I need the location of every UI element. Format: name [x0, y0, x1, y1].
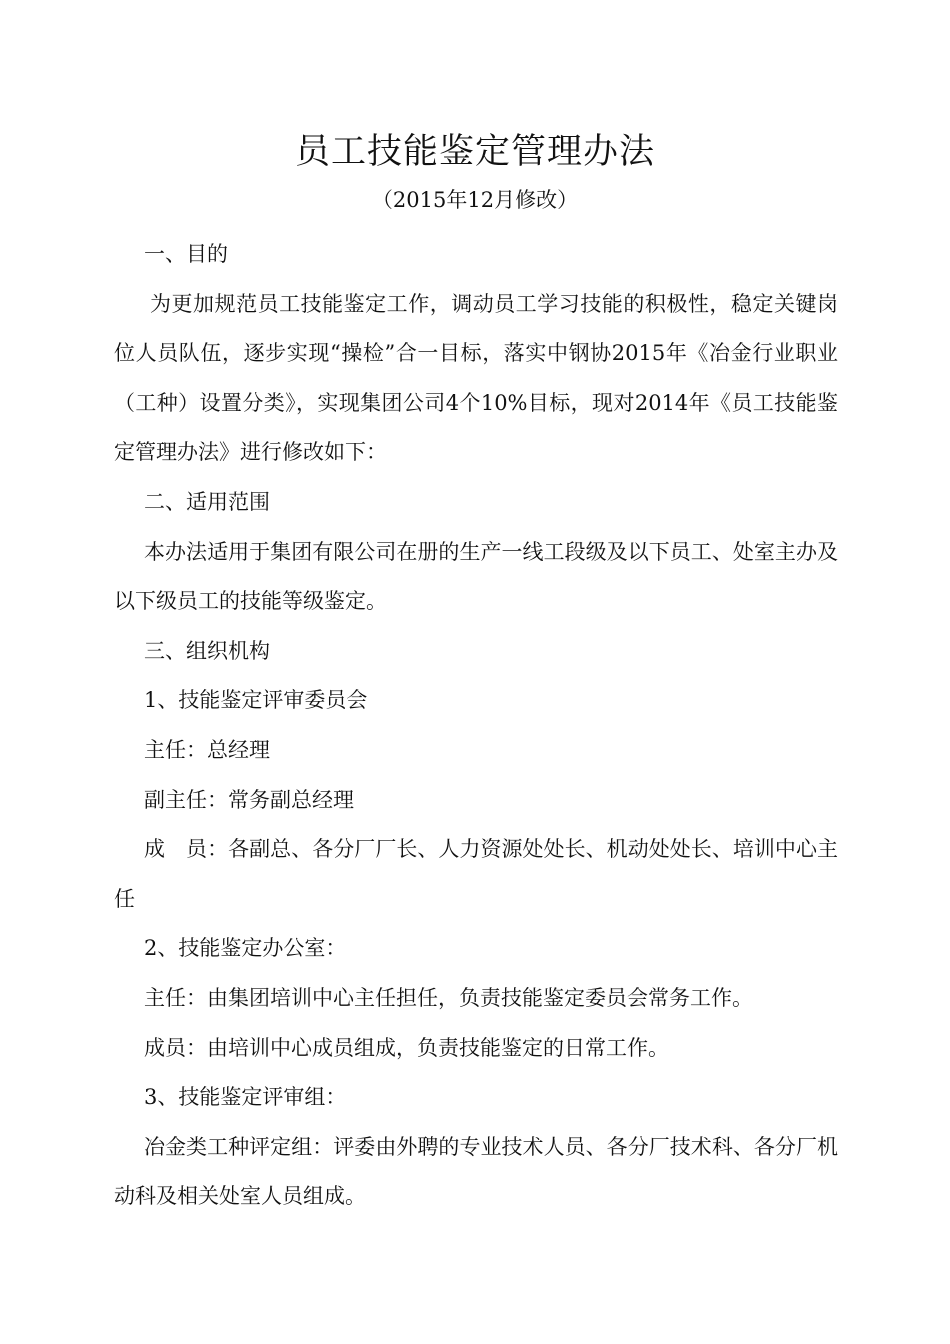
committee-deputy-director: 副主任：常务副总经理: [144, 787, 354, 812]
section-heading-purpose: 一、目的: [144, 242, 228, 266]
office-members: 成员：由培训中心成员组成，负责技能鉴定的日常工作。: [144, 1035, 669, 1060]
committee-director: 主任：总经理: [144, 737, 270, 762]
subheading-review-group: 3、技能鉴定评审组：: [144, 1085, 347, 1110]
paragraph-purpose: 为更加规范员工技能鉴定工作，调动员工学习技能的积极性，稳定关键岗位人员队伍，逐步实现“操检”合一目标，落实中钢协2015年《冶金行业职业（工种）设置分类》，实现集团公司4个10%目标，现对2014年《员工技能鉴定管理办法》进行修改如下：: [114, 291, 838, 465]
committee-members: 成 员：各副总、各分厂厂长、人力资源处处长、机动处处长、培训中心主任: [114, 837, 838, 911]
document-body: [114, 230, 838, 1222]
paragraph-scope: 本办法适用于集团有限公司在册的生产一线工段级及以下员工、处室主办及以下级员工的技能等级鉴定。: [114, 539, 838, 614]
document-subtitle: （2015年12月修改）: [371, 188, 579, 212]
section-heading-scope: 二、适用范围: [144, 489, 270, 514]
section-heading-organization: 三、组织机构: [144, 638, 270, 663]
subheading-office: 2、技能鉴定办公室：: [144, 936, 347, 961]
document-title: 员工技能鉴定管理办法: [294, 132, 655, 172]
office-director: 主任：由集团培训中心主任担任，负责技能鉴定委员会常务工作。: [144, 985, 753, 1010]
subheading-committee: 1、技能鉴定评审委员会: [144, 688, 368, 713]
paragraph-metallurgy-group: 冶金类工种评定组：评委由外聘的专业技术人员、各分厂技术科、各分厂机动科及相关处室人员组成。: [114, 1134, 838, 1209]
